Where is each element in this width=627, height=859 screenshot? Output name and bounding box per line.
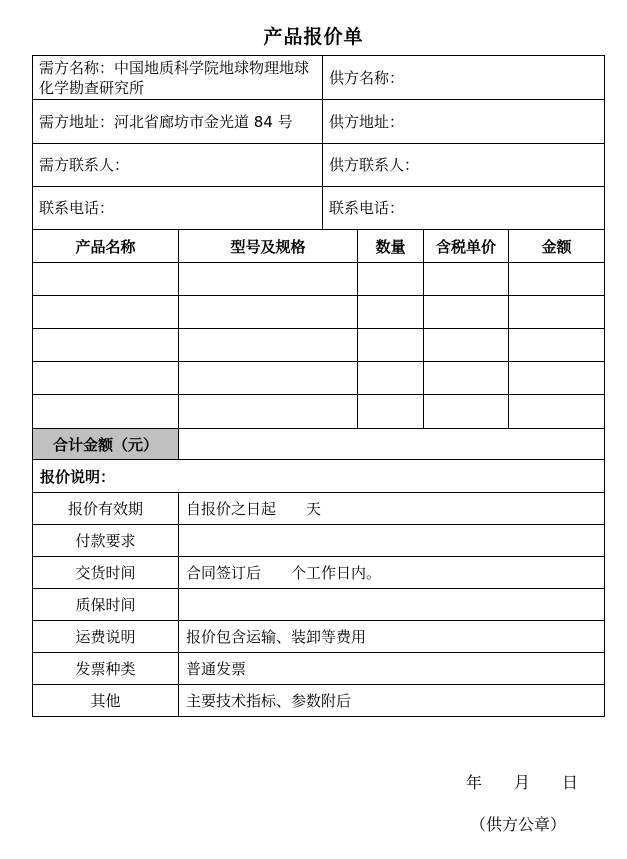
other-value[interactable]: 主要技术指标、参数附后 (179, 685, 605, 717)
quantity-cell[interactable] (358, 329, 424, 362)
quantity-cell[interactable] (358, 395, 424, 429)
header-product-name: 产品名称 (33, 230, 179, 263)
validity-value[interactable]: 自报价之日起 天 (179, 493, 605, 525)
signature-date: 年 月 日 (466, 773, 579, 792)
header-unit-price: 含税单价 (424, 230, 509, 263)
model-spec-cell[interactable] (179, 263, 358, 296)
product-name-cell[interactable] (33, 329, 179, 362)
buyer-contact-field[interactable]: 需方联系人： (33, 144, 323, 187)
unit-price-cell[interactable] (424, 263, 509, 296)
table-row (33, 362, 605, 395)
delivery-label: 交货时间 (33, 557, 179, 589)
freight-label: 运费说明 (33, 621, 179, 653)
total-amount-label: 合计金额（元） (33, 429, 179, 460)
table-row (33, 329, 605, 362)
header-amount: 金额 (509, 230, 605, 263)
warranty-label: 质保时间 (33, 589, 179, 621)
note-row (33, 493, 605, 525)
quantity-cell[interactable] (358, 263, 424, 296)
amount-cell[interactable] (509, 329, 605, 362)
buyer-address-field[interactable]: 需方地址：河北省廊坊市金光道 84 号 (33, 100, 323, 144)
product-name-cell[interactable] (33, 395, 179, 429)
other-label: 其他 (33, 685, 179, 717)
product-name-cell[interactable] (33, 362, 179, 395)
amount-cell[interactable] (509, 296, 605, 329)
model-spec-cell[interactable] (179, 329, 358, 362)
supplier-phone-field[interactable]: 联系电话： (323, 187, 605, 230)
supplier-address-field[interactable]: 供方地址： (323, 100, 605, 144)
supplier-seal-label: （供方公章） (470, 815, 567, 834)
amount-cell[interactable] (509, 263, 605, 296)
header-quantity: 数量 (358, 230, 424, 263)
total-amount-value[interactable] (179, 429, 605, 460)
amount-cell[interactable] (509, 362, 605, 395)
note-row (33, 557, 605, 589)
table-row (33, 296, 605, 329)
model-spec-cell[interactable] (179, 362, 358, 395)
supplier-name-field[interactable]: 供方名称： (323, 56, 605, 100)
model-spec-cell[interactable] (179, 395, 358, 429)
amount-cell[interactable] (509, 395, 605, 429)
quote-notes-header: 报价说明： (33, 460, 605, 493)
table-row (33, 395, 605, 429)
table-row (33, 263, 605, 296)
delivery-value[interactable]: 合同签订后 个工作日内。 (179, 557, 605, 589)
unit-price-cell[interactable] (424, 296, 509, 329)
product-name-cell[interactable] (33, 296, 179, 329)
payment-label: 付款要求 (33, 525, 179, 557)
unit-price-cell[interactable] (424, 395, 509, 429)
quote-notes-table (32, 428, 605, 717)
quantity-cell[interactable] (358, 296, 424, 329)
unit-price-cell[interactable] (424, 329, 509, 362)
payment-value[interactable] (179, 525, 605, 557)
products-table (32, 229, 605, 429)
header-model-spec: 型号及规格 (179, 230, 358, 263)
warranty-value[interactable] (179, 589, 605, 621)
note-row (33, 525, 605, 557)
validity-label: 报价有效期 (33, 493, 179, 525)
buyer-phone-field[interactable]: 联系电话： (33, 187, 323, 230)
quantity-cell[interactable] (358, 362, 424, 395)
buyer-name-field[interactable]: 需方名称：中国地质科学院地球物理地球化学勘查研究所 (33, 56, 323, 100)
note-row (33, 589, 605, 621)
party-info-table (32, 55, 605, 230)
unit-price-cell[interactable] (424, 362, 509, 395)
invoice-type-value[interactable]: 普通发票 (179, 653, 605, 685)
note-row (33, 621, 605, 653)
model-spec-cell[interactable] (179, 296, 358, 329)
product-name-cell[interactable] (33, 263, 179, 296)
freight-value[interactable]: 报价包含运输、装卸等费用 (179, 621, 605, 653)
document-title: 产品报价单 (263, 26, 364, 48)
supplier-contact-field[interactable]: 供方联系人： (323, 144, 605, 187)
note-row (33, 653, 605, 685)
invoice-type-label: 发票种类 (33, 653, 179, 685)
note-row (33, 685, 605, 717)
